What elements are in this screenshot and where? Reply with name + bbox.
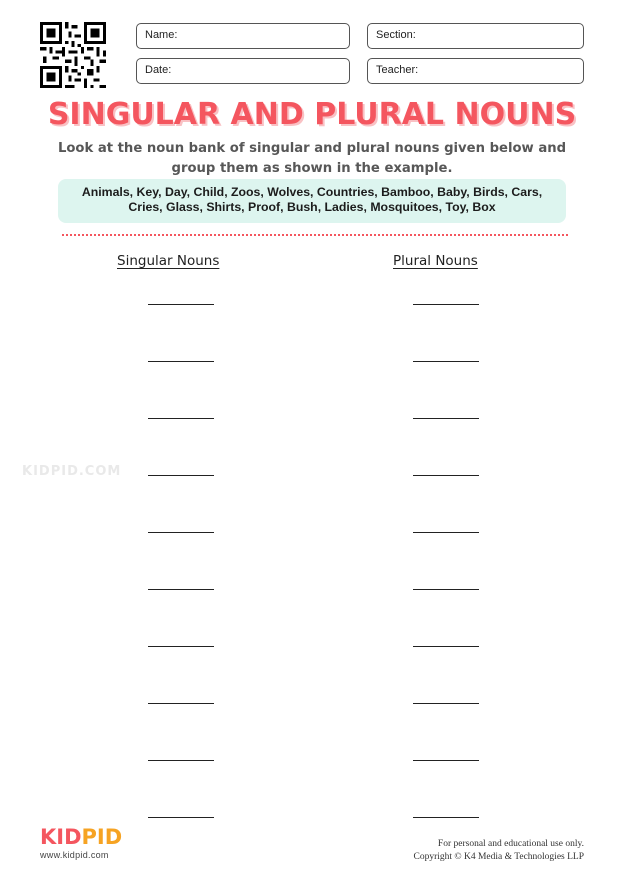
date-label: Date:	[145, 64, 172, 76]
plural-answer-line[interactable]	[413, 361, 479, 362]
footer-copyright: Copyright © K4 Media & Technologies LLP	[413, 852, 584, 862]
singular-answer-line[interactable]	[148, 304, 214, 305]
singular-answer-line[interactable]	[148, 418, 214, 419]
plural-answer-line[interactable]	[413, 475, 479, 476]
section-label: Section:	[376, 29, 416, 41]
watermark: KIDPID.COM	[22, 464, 122, 479]
singular-answer-line[interactable]	[148, 703, 214, 704]
name-label: Name:	[145, 29, 178, 41]
date-field[interactable]	[136, 58, 350, 84]
plural-column-heading: Plural Nouns	[393, 253, 478, 269]
footer	[414, 838, 585, 864]
singular-answer-line[interactable]	[148, 361, 214, 362]
qr-code-icon	[40, 22, 106, 88]
logo-word-kid: KID	[40, 825, 82, 849]
plural-answer-line[interactable]	[413, 646, 479, 647]
teacher-label: Teacher:	[376, 64, 419, 76]
plural-answer-line[interactable]	[413, 304, 479, 305]
singular-answer-line[interactable]	[148, 475, 214, 476]
singular-answer-line[interactable]	[148, 532, 214, 533]
section-field[interactable]	[367, 23, 584, 49]
plural-answer-line[interactable]	[413, 418, 479, 419]
plural-answer-line[interactable]	[413, 532, 479, 533]
noun-bank: Animals, Key, Day, Child, Zoos, Wolves, Countries, Bamboo, Baby, Birds, Cars, Cries, Glass, Shirts, Proof, Bush, Ladies, Mosquitoes, Toy, Box	[58, 179, 566, 223]
name-field[interactable]	[136, 23, 350, 49]
plural-answer-line[interactable]	[413, 817, 479, 818]
worksheet-title: SINGULAR AND PLURAL NOUNS	[47, 97, 577, 132]
singular-answer-line[interactable]	[148, 817, 214, 818]
instructions-text: Look at the noun bank of singular and plural nouns given below and group them as shown in the example.	[57, 141, 567, 176]
teacher-field[interactable]	[367, 58, 584, 84]
logo-url: www.kidpid.com	[40, 850, 109, 860]
logo-wordmark	[40, 826, 122, 848]
footer-usage: For personal and educational use only.	[437, 839, 584, 849]
plural-answer-line[interactable]	[413, 703, 479, 704]
singular-answer-line[interactable]	[148, 589, 214, 590]
singular-answer-line[interactable]	[148, 646, 214, 647]
singular-answer-line[interactable]	[148, 760, 214, 761]
dotted-divider	[62, 234, 568, 236]
plural-answer-line[interactable]	[413, 589, 479, 590]
kidpid-logo	[40, 826, 122, 860]
singular-column-heading: Singular Nouns	[117, 253, 220, 269]
logo-word-pid: PID	[81, 825, 123, 849]
plural-answer-line[interactable]	[413, 760, 479, 761]
